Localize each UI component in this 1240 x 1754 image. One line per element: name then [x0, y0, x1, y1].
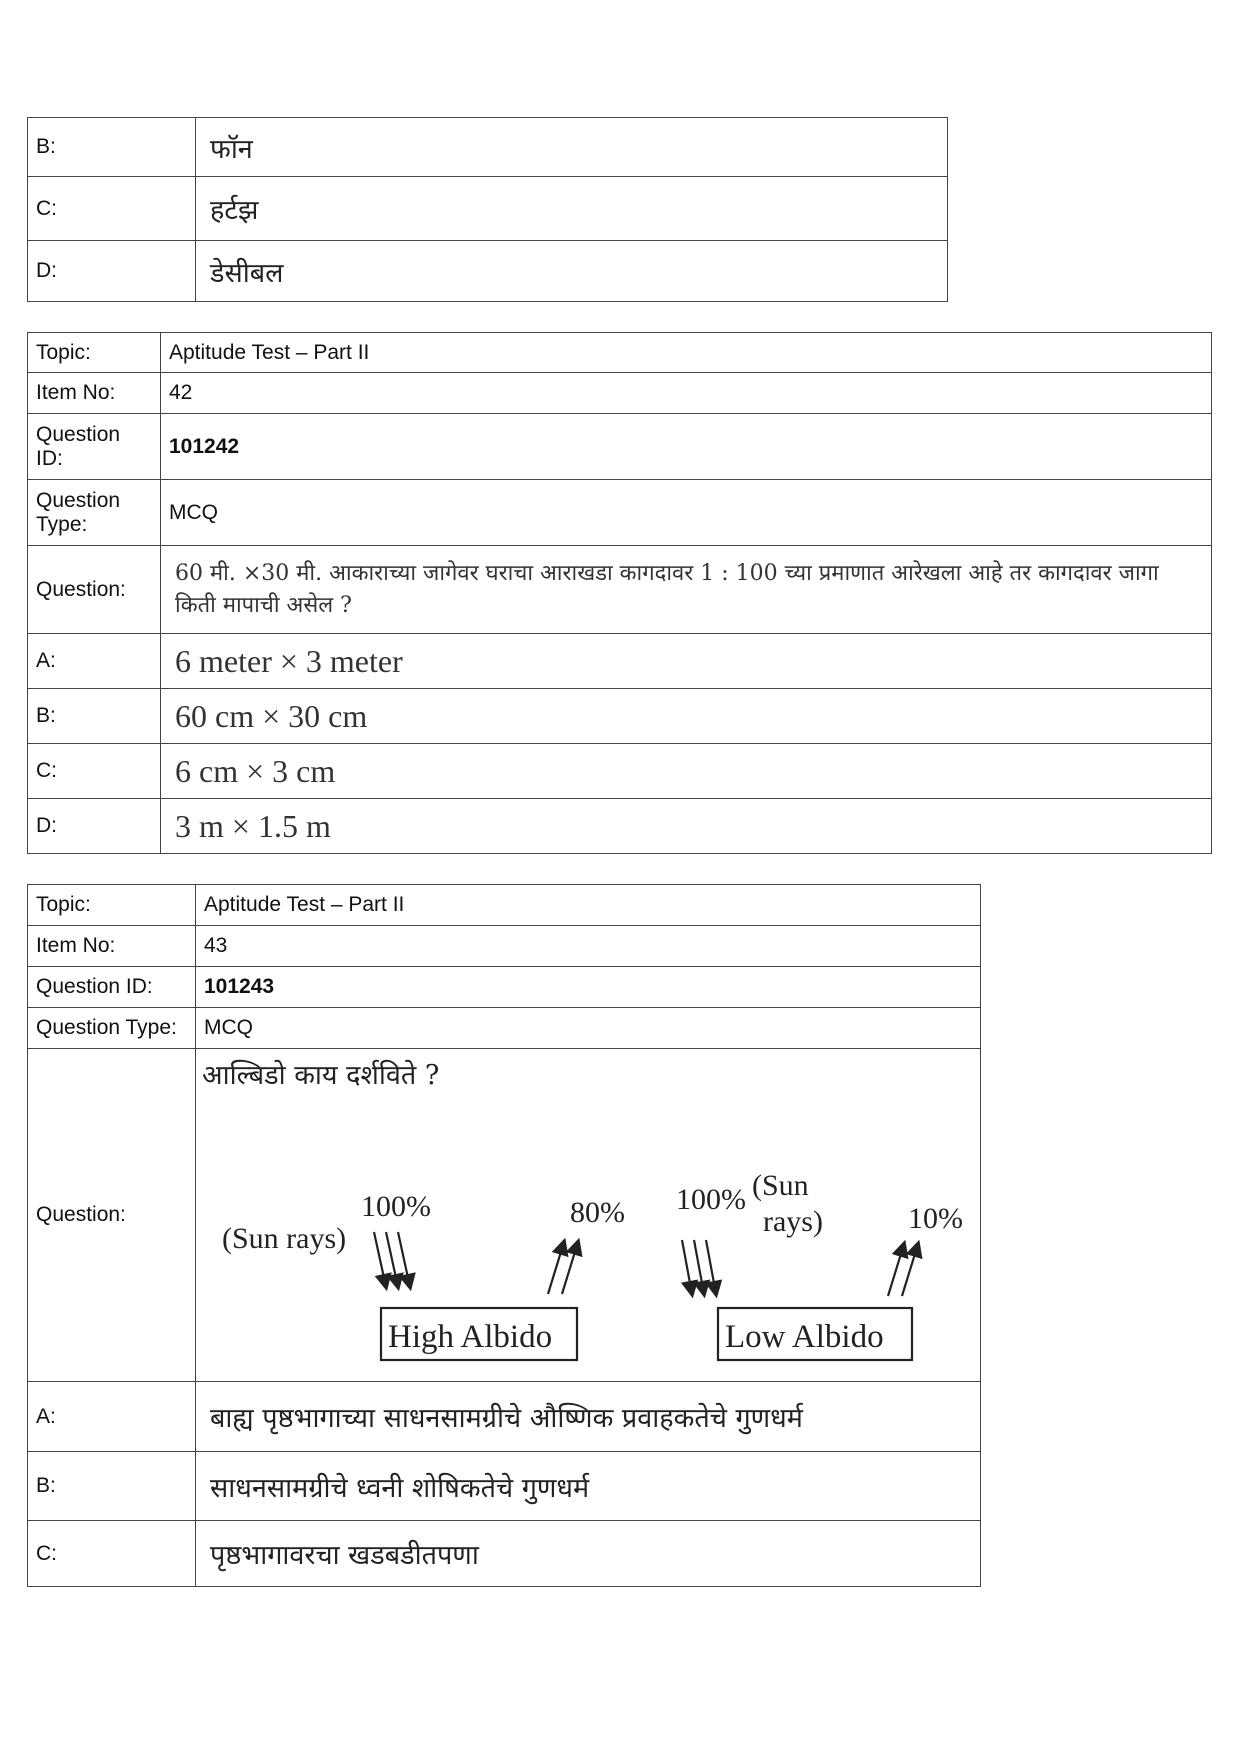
option-value: साधनसामग्रीचे ध्वनी शोषिकतेचे गुणधर्म	[196, 1452, 981, 1521]
option-label: C:	[28, 177, 196, 241]
item-row	[28, 373, 1212, 414]
options-table-prev	[27, 117, 948, 302]
option-label: A:	[28, 634, 161, 689]
topic-label: Topic:	[28, 333, 161, 373]
option-value: पृष्ठभागावरचा खडबडीतपणा	[196, 1521, 981, 1587]
qtype-row	[28, 480, 1212, 546]
option-value: 6 meter × 3 meter	[161, 634, 1212, 689]
option-label: D:	[28, 799, 161, 854]
option-label: C:	[28, 1521, 196, 1587]
albedo-diagram	[196, 1092, 976, 1372]
qtype-label: Question Type:	[28, 480, 161, 546]
low-albido-label: Low Albido	[725, 1319, 884, 1355]
question-cell	[196, 1049, 981, 1382]
qid-row	[28, 967, 981, 1008]
question-table-43	[27, 884, 981, 1587]
option-row	[28, 634, 1212, 689]
left-out-pct: 80%	[570, 1196, 625, 1229]
left-in-pct: 100%	[361, 1190, 431, 1223]
item-label: Item No:	[28, 373, 161, 414]
right-in-pct: 100%	[676, 1183, 746, 1216]
item-value: 42	[161, 373, 1212, 414]
item-value: 43	[196, 926, 981, 967]
right-in-label-1: (Sun	[752, 1169, 809, 1202]
question-table-42	[27, 332, 1212, 854]
question-text: 60 मी. ×30 मी. आकाराच्या जागेवर घराचा आराखडा कागदावर 1 : 100 च्या प्रमाणात आरेखला आहे तर कागदावर जागा किती मापाची असेल ?	[161, 546, 1212, 634]
qtype-label: Question Type:	[28, 1008, 196, 1049]
option-row	[28, 241, 948, 302]
option-row	[28, 1521, 981, 1587]
option-label: B:	[28, 689, 161, 744]
question-text: आल्बिडो काय दर्शविते ?	[202, 1060, 440, 1091]
qid-value: 101243	[196, 967, 981, 1008]
qtype-value: MCQ	[161, 480, 1212, 546]
item-label: Item No:	[28, 926, 196, 967]
option-value: 6 cm × 3 cm	[161, 744, 1212, 799]
option-row	[28, 744, 1212, 799]
option-row	[28, 1382, 981, 1452]
qid-label: Question ID:	[28, 967, 196, 1008]
option-label: C:	[28, 744, 161, 799]
option-value: 60 cm × 30 cm	[161, 689, 1212, 744]
option-row	[28, 799, 1212, 854]
question-label: Question:	[28, 1049, 196, 1382]
qid-value: 101242	[161, 414, 1212, 480]
left-in-label: (Sun rays)	[222, 1222, 347, 1255]
option-label: A:	[28, 1382, 196, 1452]
option-value: डेसीबल	[196, 241, 948, 302]
right-out-pct: 10%	[908, 1202, 963, 1235]
option-label: B:	[28, 1452, 196, 1521]
option-value: हर्टझ	[196, 177, 948, 241]
high-albido-label: High Albido	[388, 1319, 553, 1355]
right-outgoing-arrows	[888, 1244, 918, 1296]
question-label: Question:	[28, 546, 161, 634]
question-row	[28, 1049, 981, 1382]
option-value: 3 m × 1.5 m	[161, 799, 1212, 854]
topic-row	[28, 333, 1212, 373]
qid-row	[28, 414, 1212, 480]
qtype-row	[28, 1008, 981, 1049]
left-incoming-arrows	[374, 1232, 410, 1287]
qtype-value: MCQ	[196, 1008, 981, 1049]
topic-row	[28, 885, 981, 926]
option-row	[28, 177, 948, 241]
option-label: D:	[28, 241, 196, 302]
right-in-label-2: rays)	[763, 1205, 823, 1238]
topic-value: Aptitude Test – Part II	[196, 885, 981, 926]
option-label: B:	[28, 118, 196, 177]
item-row	[28, 926, 981, 967]
option-row	[28, 1452, 981, 1521]
qid-label: Question ID:	[28, 414, 161, 480]
topic-value: Aptitude Test – Part II	[161, 333, 1212, 373]
option-row	[28, 118, 948, 177]
option-value: फॉन	[196, 118, 948, 177]
question-row	[28, 546, 1212, 634]
option-row	[28, 689, 1212, 744]
right-incoming-arrows	[682, 1240, 716, 1294]
topic-label: Topic:	[28, 885, 196, 926]
option-value: बाह्य पृष्ठभागाच्या साधनसामग्रीचे औष्णिक प्रवाहकतेचे गुणधर्म	[196, 1382, 981, 1452]
left-outgoing-arrows	[548, 1242, 578, 1294]
